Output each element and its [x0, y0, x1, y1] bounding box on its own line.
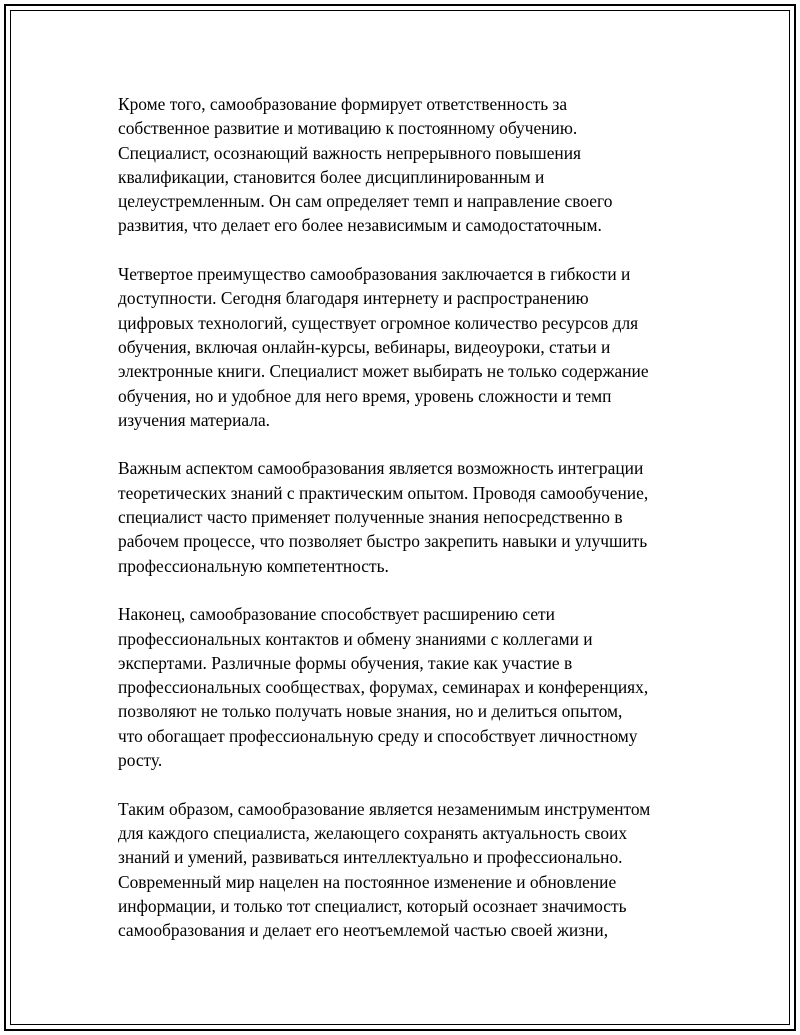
paragraph-conclusion: [118, 797, 698, 943]
text-line: самообразования и делает его неотъемлемой частью своей жизни,: [118, 920, 609, 941]
text-line: доступности. Сегодня благодаря интернету и распространению: [118, 288, 589, 309]
text-line: обучения, включая онлайн-курсы, вебинары, видеоуроки, статьи и: [118, 336, 611, 357]
text-line: росту.: [118, 750, 163, 771]
paragraph-responsibility: [118, 92, 698, 238]
text-line: Современный мир нацелен на постоянное изменение и обновление: [118, 871, 617, 892]
text-line: что обогащает профессиональную среду и способствует личностному: [118, 725, 638, 746]
text-line: профессиональную компетентность.: [118, 555, 389, 576]
text-line: Кроме того, самообразование формирует ответственность за: [118, 94, 568, 114]
text-line: для каждого специалиста, желающего сохранять актуальность своих: [118, 822, 628, 843]
text-line: изучения материала.: [118, 409, 271, 430]
text-line: целеустремленным. Он сам определяет темп и направление своего: [118, 191, 613, 212]
paragraph-networking: [118, 602, 698, 772]
text-line: профессиональных сообществах, форумах, семинарах и конференциях,: [118, 677, 649, 698]
document-body: [118, 92, 698, 967]
text-line: развития, что делает его более независимым и самодостаточным.: [118, 215, 602, 236]
text-line: Специалист, осознающий важность непрерывного повышения: [118, 142, 582, 163]
text-line: Важным аспектом самообразования является возможность интеграции: [118, 458, 644, 479]
text-line: информации, и только тот специалист, который осознает значимость: [118, 895, 627, 916]
text-line: Таким образом, самообразование является незаменимым инструментом: [118, 798, 651, 819]
paragraph-integration: [118, 456, 698, 577]
text-line: цифровых технологий, существует огромное количество ресурсов для: [118, 312, 639, 333]
text-line: экспертами. Различные формы обучения, такие как участие в: [118, 652, 573, 673]
text-line: позволяют не только получать новые знания, но и делиться опытом,: [118, 701, 623, 722]
paragraph-flexibility: [118, 262, 698, 432]
text-line: квалификации, становится более дисциплинированным и: [118, 166, 545, 187]
text-line: знаний и умений, развиваться интеллектуально и профессионально.: [118, 847, 623, 868]
text-line: теоретических знаний с практическим опытом. Проводя самообучение,: [118, 482, 649, 503]
text-line: электронные книги. Специалист может выбирать не только содержание: [118, 361, 649, 382]
text-line: специалист часто применяет полученные знания непосредственно в: [118, 507, 623, 528]
text-line: профессиональных контактов и обмену знаниями с коллегами и: [118, 628, 593, 649]
text-line: обучения, но и удобное для него время, уровень сложности и темп: [118, 385, 612, 406]
text-line: Четвертое преимущество самообразования заключается в гибкости и: [118, 264, 631, 285]
text-line: рабочем процессе, что позволяет быстро закрепить навыки и улучшить: [118, 531, 648, 552]
text-line: собственное развитие и мотивацию к постоянному обучению.: [118, 118, 578, 139]
text-line: Наконец, самообразование способствует расширению сети: [118, 604, 555, 625]
